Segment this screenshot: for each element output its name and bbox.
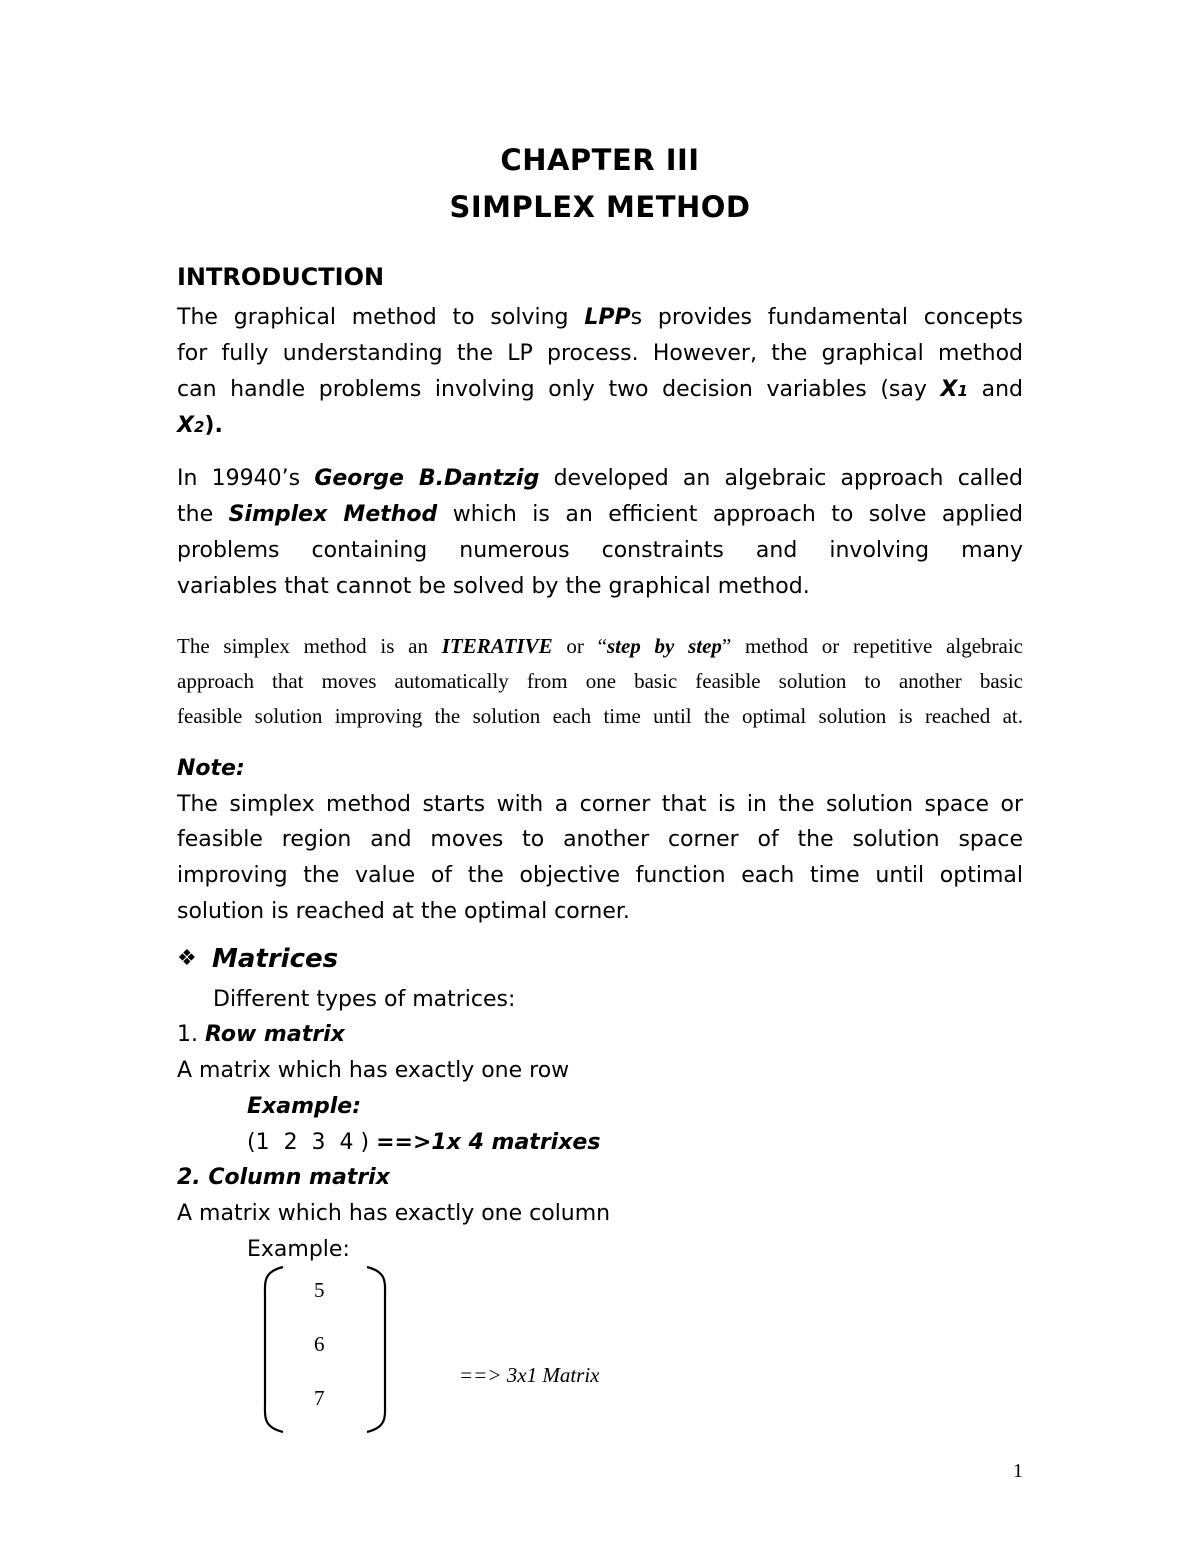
column-matrix-brackets <box>255 1262 400 1437</box>
page-number: 1 <box>1013 1460 1023 1482</box>
note-line2: feasible region and moves to another corner of the solution space <box>177 827 1023 852</box>
chapter-title: SIMPLEX METHOD <box>449 190 751 224</box>
column-matrix-result: ==> 3x1 Matrix <box>459 1363 600 1387</box>
column-matrix-desc: A matrix which has exactly one column <box>177 1201 611 1226</box>
note-line1: The simplex method starts with a corner that is in the solution space or <box>177 792 1023 817</box>
para1-line4: X2). <box>177 413 223 438</box>
matrix-value: 5 <box>314 1278 325 1302</box>
para3-line2: approach that moves automatically from one basic feasible solution to another basic <box>177 669 1023 693</box>
chapter-number: CHAPTER III <box>500 143 700 177</box>
para1-line3: can handle problems involving only two decision variables (say X1 and <box>177 377 1023 402</box>
para2-line2: the Simplex Method which is an efficient approach to solve applied <box>177 502 1023 527</box>
para2-line4: variables that cannot be solved by the graphical method. <box>177 574 810 599</box>
row-example: (1 2 3 4 ) ==>1x 4 matrixes <box>247 1130 601 1155</box>
column-example-label: Example: <box>247 1237 350 1262</box>
matrices-intro: Different types of matrices: <box>213 987 516 1012</box>
para1-line1: The graphical method to solving LPPs provides fundamental concepts <box>177 305 1023 330</box>
note-line4: solution is reached at the optimal corner. <box>177 899 630 924</box>
row-matrix-title: 1. Row matrix <box>177 1022 345 1047</box>
para2-line1: In 19940’s George B.Dantzig developed an algebraic approach called <box>177 466 1024 491</box>
matrix-value: 6 <box>314 1332 325 1356</box>
diamond-bullet-icon: ❖ <box>177 946 197 971</box>
para3-line3: feasible solution improving the solution each time until the optimal solution is reached at. <box>177 704 1023 728</box>
note-line3: improving the value of the objective function each time until optimal <box>177 863 1023 888</box>
para3-line1: The simplex method is an ITERATIVE or “step by step” method or repetitive algebraic <box>177 634 1023 658</box>
column-matrix-title: 2. Column matrix <box>177 1165 390 1190</box>
para2-line3: problems containing numerous constraints and involving many <box>177 538 1023 563</box>
para1-line2: for fully understanding the LP process. However, the graphical method <box>177 341 1023 366</box>
matrices-heading: Matrices <box>212 944 339 974</box>
left-bracket <box>265 1267 283 1432</box>
matrix-value: 7 <box>314 1386 325 1410</box>
introduction-heading: INTRODUCTION <box>177 263 385 291</box>
row-example-label: Example: <box>247 1094 361 1119</box>
row-matrix-desc: A matrix which has exactly one row <box>177 1058 570 1083</box>
right-bracket <box>367 1267 385 1432</box>
note-label: Note: <box>177 756 245 781</box>
